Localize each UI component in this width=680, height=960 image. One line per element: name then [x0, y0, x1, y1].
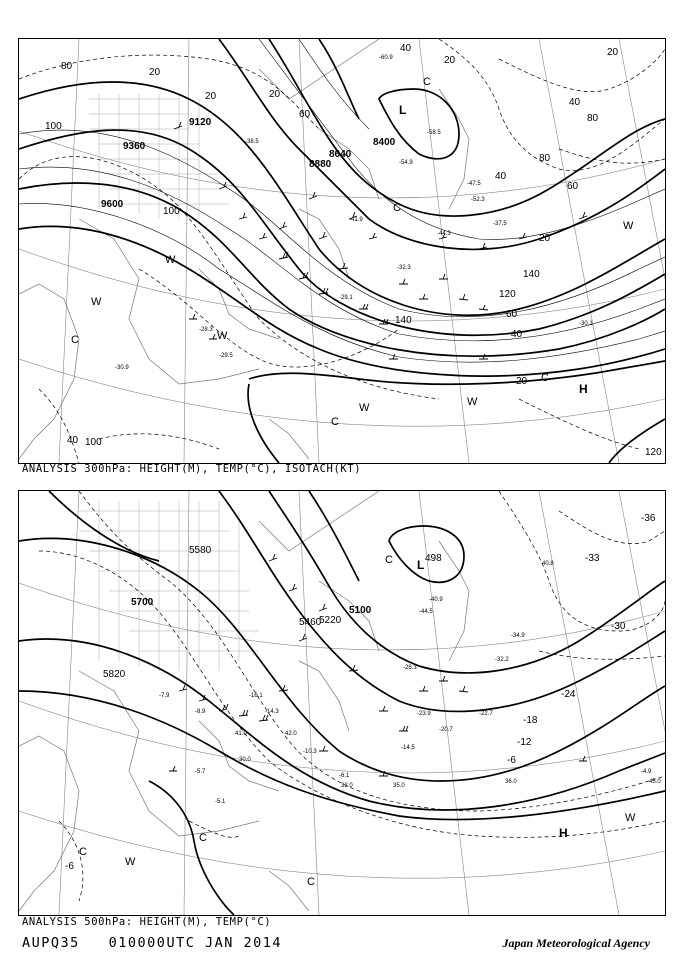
temp-label: -30: [611, 621, 626, 632]
isotach-label: 60: [567, 181, 579, 192]
temp-label: -33: [585, 553, 600, 564]
isotach-label: 60: [506, 309, 518, 320]
isotach-label: 80: [61, 61, 73, 72]
warm-center: W: [623, 220, 634, 232]
temp-label: -12: [517, 737, 532, 748]
temp-label: -18: [523, 715, 538, 726]
height-label-5820: 5820: [103, 669, 126, 680]
height-label-9120: 9120: [189, 117, 212, 128]
station-value: -5.7: [195, 769, 206, 775]
isotach-label: 20: [444, 55, 456, 66]
isotach-label: 100: [163, 206, 180, 217]
cold-center: C: [385, 554, 393, 566]
caption-500hpa: ANALYSIS 500hPa: HEIGHT(M), TEMP(°C): [22, 916, 272, 928]
cold-center: C: [307, 876, 315, 888]
isotach-label: 40: [67, 435, 79, 446]
temp-label: -30.1: [579, 321, 593, 327]
temp-label: -36: [641, 513, 656, 524]
isotach-label: 120: [499, 289, 516, 300]
height-label-8880: 8880: [309, 159, 332, 170]
map-500hpa-svg: [19, 491, 665, 915]
isotach-label: 40: [569, 97, 581, 108]
temp-label: -41.9: [349, 217, 363, 223]
temp-label: -6: [65, 861, 74, 872]
hatch-area: [79, 501, 259, 671]
isotach-label: 140: [523, 269, 540, 280]
cold-center: C: [79, 846, 87, 858]
station-value: -7.9: [159, 693, 170, 699]
station-value: -20.7: [439, 727, 453, 733]
temp-label: -54.9: [399, 160, 413, 166]
station-value: -14.5: [401, 745, 415, 751]
isotach-label: 20: [149, 67, 161, 78]
temp-label: -6: [507, 755, 516, 766]
station-value: 35.0: [393, 783, 405, 789]
cold-center: C: [541, 372, 549, 384]
isotach-label: 80: [539, 153, 551, 164]
station-value: -5.1: [215, 799, 226, 805]
isotach-label: 20: [269, 89, 281, 100]
cold-center: C: [393, 202, 401, 214]
isotach-label: 40: [511, 329, 523, 340]
temp-label: -37.5: [493, 221, 507, 227]
wind-barbs: [174, 122, 587, 359]
temp-label: -30.9: [115, 365, 129, 371]
temp-label: -29.5: [219, 353, 233, 359]
station-value: -4.9: [641, 769, 652, 775]
cold-center: C: [71, 334, 79, 346]
station-value: -44.5: [419, 609, 433, 615]
isotach-label: 100: [85, 437, 102, 448]
isotach-label: 40: [495, 171, 507, 182]
station-value: -8.9: [195, 709, 206, 715]
station-value: -10.3: [303, 749, 317, 755]
temp-label: -38.5: [245, 139, 259, 145]
height-label-5220: 5220: [319, 615, 342, 626]
temp-label: -29.1: [339, 295, 353, 301]
height-label-5580: 5580: [189, 545, 212, 556]
temp-label: -24: [561, 689, 576, 700]
station-value: -28.3: [403, 665, 417, 671]
coastlines: [19, 39, 469, 459]
station-value: -6.1: [339, 773, 350, 779]
warm-center: W: [467, 396, 478, 408]
map-panel-300hpa: [18, 38, 666, 464]
isotach-label: 20: [539, 233, 551, 244]
height-label-5460: 5460: [299, 617, 322, 628]
warm-center: W: [91, 296, 102, 308]
isotach-label: 20: [607, 47, 619, 58]
station-value: 41.0: [235, 731, 247, 737]
isotach-label: 140: [395, 315, 412, 326]
height-label-8640: 8640: [329, 149, 352, 160]
station-value: -22.7: [479, 711, 493, 717]
high-pressure-center: H: [559, 826, 568, 840]
temp-label: -44.3: [437, 231, 451, 237]
temp-label: -47.5: [467, 181, 481, 187]
height-label-498: 498: [425, 553, 442, 564]
temp-label: -32.3: [397, 265, 411, 271]
station-value: 32.0: [341, 783, 353, 789]
cold-center: C: [331, 416, 339, 428]
chart-id-line: [22, 935, 282, 951]
caption-300hpa: ANALYSIS 300hPa: HEIGHT(M), TEMP(°C), ISOTACH(KT): [22, 463, 362, 475]
warm-center: W: [165, 254, 176, 266]
temp-label: -28.3: [199, 327, 213, 333]
low-pressure-center: L: [399, 103, 407, 117]
station-value: 40.8: [542, 561, 554, 567]
agency-name: Japan Meteorological Agency: [502, 936, 650, 950]
isotach-label: 80: [587, 113, 599, 124]
low-pressure-center: L: [417, 558, 425, 572]
height-label-5100: 5100: [349, 605, 372, 616]
station-value: 36.0: [505, 779, 517, 785]
warm-center: W: [217, 330, 228, 342]
isotach-label: 40: [400, 43, 412, 54]
chart-id: AUPQ35: [22, 935, 80, 951]
isotach-label: 20: [516, 376, 528, 387]
warm-center: W: [359, 402, 370, 414]
warm-center: W: [625, 812, 636, 824]
cold-center: C: [423, 76, 431, 88]
station-value: -32.2: [495, 657, 509, 663]
station-value: 42.0: [285, 731, 297, 737]
station-value: -34.9: [511, 633, 525, 639]
grid-lines: [19, 491, 665, 915]
station-value: -16.1: [249, 693, 263, 699]
station-value: 45.0: [649, 779, 661, 785]
high-pressure-center: H: [579, 382, 588, 396]
map-300hpa-svg: [19, 39, 665, 463]
cold-center: C: [199, 832, 207, 844]
temp-label: -52.3: [471, 197, 485, 203]
station-value: -23.9: [417, 711, 431, 717]
height-label-9360: 9360: [123, 141, 146, 152]
temp-label: -60.9: [379, 55, 393, 61]
height-label-9600: 9600: [101, 199, 124, 210]
map-panel-500hpa: [18, 490, 666, 916]
isotach-label: 20: [205, 91, 217, 102]
height-label-8400: 8400: [373, 137, 396, 148]
temp-label: -58.5: [427, 130, 441, 136]
isotach-label: 60: [299, 109, 311, 120]
height-label-5700: 5700: [131, 597, 154, 608]
valid-time: 010000UTC JAN 2014: [108, 935, 282, 951]
isotach-label: 100: [45, 121, 62, 132]
station-value: -14.3: [265, 709, 279, 715]
warm-center: W: [125, 856, 136, 868]
height-contours: [19, 491, 665, 915]
station-value: -40.9: [429, 597, 443, 603]
station-value: 30.0: [239, 757, 251, 763]
isotach-label: 120: [645, 447, 662, 458]
